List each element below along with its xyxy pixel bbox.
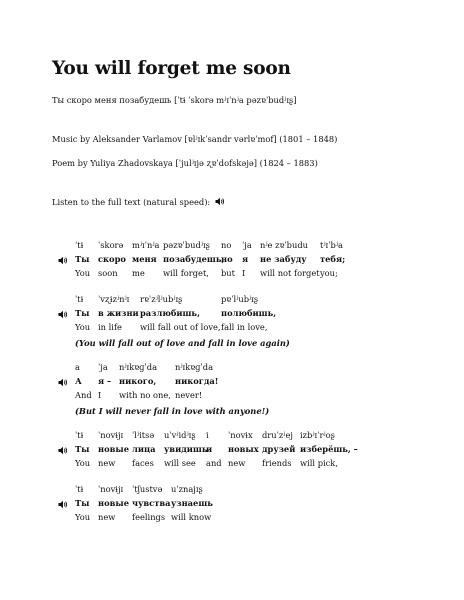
- transcription-word: ˈnovɨx: [228, 430, 253, 440]
- transcription-word: pəzɐˈbudʲɪʂ: [163, 240, 210, 250]
- transcription-word: ˈskorə: [98, 240, 124, 250]
- speaker-icon[interactable]: [58, 256, 68, 265]
- gloss-word: And: [75, 390, 92, 400]
- gloss-word: soon: [98, 268, 118, 278]
- russian-word: изберёшь, –: [300, 444, 358, 454]
- gloss-word: You: [75, 512, 91, 522]
- russian-word: я: [242, 254, 249, 264]
- transcription-word: druˈzʲej: [262, 430, 293, 440]
- russian-word: в жизни: [98, 308, 139, 318]
- music-credit: Music by Aleksander Varlamov [ɐlʲɪkˈsandr vərlɐˈmof] (1801 – 1848): [52, 134, 338, 144]
- transcription-word: nʲe zɐˈbudu: [260, 240, 308, 250]
- transcription-word: i: [206, 430, 209, 440]
- speaker-icon[interactable]: [58, 500, 68, 509]
- gloss-word: new: [228, 458, 246, 468]
- listen-full-text: [52, 197, 225, 207]
- gloss-word: me: [132, 268, 145, 278]
- russian-word: и: [206, 444, 213, 454]
- russian-word: новых: [228, 444, 259, 454]
- russian-word: позабудешь,: [163, 254, 225, 264]
- transcription-word: izbʲɪˈrʲoʂ: [300, 430, 335, 440]
- transcription-word: no: [221, 240, 232, 250]
- russian-word: увидишь: [164, 444, 208, 454]
- page-title: You will forget me soon: [52, 58, 291, 79]
- russian-word: новые: [98, 444, 129, 454]
- gloss-word: You: [75, 322, 91, 332]
- gloss-word: I: [98, 390, 102, 400]
- russian-word: Ты: [75, 308, 90, 318]
- gloss-word: and: [206, 458, 222, 468]
- speaker-icon[interactable]: [58, 378, 68, 387]
- gloss-word: will fall out of love,: [140, 322, 221, 332]
- gloss-word: faces: [132, 458, 154, 468]
- gloss-word: never!: [175, 390, 203, 400]
- russian-word: меня: [132, 254, 157, 264]
- gloss-word: will not forget: [260, 268, 320, 278]
- transcription-word: ˈja: [242, 240, 252, 250]
- transcription-word: ˈtɨ: [75, 240, 84, 250]
- russian-word: разлюбишь,: [140, 308, 200, 318]
- russian-word: Ты: [75, 254, 90, 264]
- russian-word: но: [221, 254, 233, 264]
- gloss-word: will know: [171, 512, 212, 522]
- transcription-word: a: [75, 362, 80, 372]
- russian-word: новые: [98, 498, 129, 508]
- russian-word: скоро: [98, 254, 126, 264]
- transcription-word: ˈnovɨjɪ: [98, 484, 124, 494]
- gloss-word: new: [98, 512, 116, 522]
- transcription-word: uˈvʲidʲɪʂ: [164, 430, 196, 440]
- gloss-word: fall in love,: [221, 322, 268, 332]
- russian-word: тебя;: [320, 254, 346, 264]
- transcription-word: ˈlʲitsə: [132, 430, 155, 440]
- transcription-word: mʲɪˈnʲa: [132, 240, 160, 250]
- gloss-word: feelings: [132, 512, 166, 522]
- russian-word: не забуду: [260, 254, 307, 264]
- stanza-translation: (You will fall out of love and fall in love again): [75, 338, 290, 348]
- gloss-word: you;: [320, 268, 338, 278]
- gloss-word: with no one,: [119, 390, 171, 400]
- russian-word: Ты: [75, 444, 90, 454]
- russian-word: друзей: [262, 444, 296, 454]
- gloss-word: I: [242, 268, 246, 278]
- russian-word: узнаешь: [171, 498, 213, 508]
- transcription-word: ˈtɨ: [75, 484, 84, 494]
- transcription-word: pɐˈlʲubʲɪʂ: [221, 294, 259, 304]
- russian-word: полюбишь,: [221, 308, 277, 318]
- speaker-icon[interactable]: [215, 197, 225, 206]
- speaker-icon[interactable]: [58, 446, 68, 455]
- russian-word: никого,: [119, 376, 157, 386]
- russian-word: А: [75, 376, 82, 386]
- transcription-word: ˈvʐɨzʲnʲɪ: [98, 294, 130, 304]
- transcription-word: ˈja: [98, 362, 108, 372]
- gloss-word: friends: [262, 458, 292, 468]
- transcription-word: ˈtɨ: [75, 294, 84, 304]
- gloss-word: You: [75, 458, 91, 468]
- subtitle-ipa: Ты скоро меня позабудешь [ˈtɨ ˈskorə mʲɪˈnʲa pəzɐˈbudʲɪʂ]: [52, 95, 297, 105]
- gloss-word: will pick,: [300, 458, 338, 468]
- gloss-word: You: [75, 268, 91, 278]
- transcription-word: ˈnovɨjɪ: [98, 430, 124, 440]
- transcription-word: nʲɪkɐɡˈda: [175, 362, 214, 372]
- gloss-word: but: [221, 268, 235, 278]
- gloss-word: will forget,: [163, 268, 209, 278]
- russian-word: никогда!: [175, 376, 219, 386]
- russian-word: Ты: [75, 498, 90, 508]
- gloss-word: new: [98, 458, 116, 468]
- russian-word: чувства: [132, 498, 171, 508]
- transcription-word: ˈtɨ: [75, 430, 84, 440]
- listen-label: Listen to the full text (natural speed):: [52, 197, 211, 207]
- transcription-word: tʲɪˈbʲa: [320, 240, 343, 250]
- speaker-icon[interactable]: [58, 310, 68, 319]
- gloss-word: in life: [98, 322, 122, 332]
- russian-word: лица: [132, 444, 156, 454]
- transcription-word: uˈznajɪʂ: [171, 484, 203, 494]
- transcription-word: nʲɪkɐɡˈda: [119, 362, 158, 372]
- transcription-word: ˈtʃustvə: [132, 484, 163, 494]
- russian-word: я –: [98, 376, 112, 386]
- transcription-word: rɐˈzʲlʲubʲɪʂ: [140, 294, 183, 304]
- stanza-translation: (But I will never fall in love with anyone!): [75, 406, 270, 416]
- poem-credit: Poem by Yuliya Zhadovskaya [ˈjulʲɪjə ʐɐˈdofskəjə] (1824 – 1883): [52, 158, 318, 168]
- gloss-word: will see: [164, 458, 196, 468]
